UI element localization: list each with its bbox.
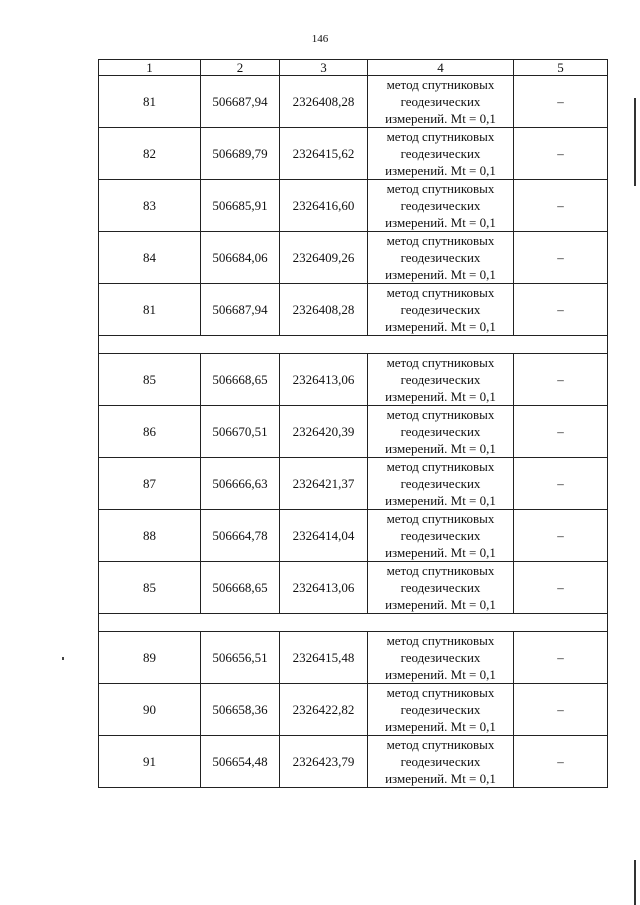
cell-note: – [514, 632, 608, 684]
column-header: 5 [514, 60, 608, 76]
cell-note: – [514, 128, 608, 180]
cell-method: метод спутниковых геодезических измерений. Mt = 0,1 [368, 76, 514, 128]
cell-point: 81 [99, 284, 201, 336]
column-header: 4 [368, 60, 514, 76]
cell-point: 83 [99, 180, 201, 232]
cell-point: 84 [99, 232, 201, 284]
cell-method: метод спутниковых геодезических измерений. Mt = 0,1 [368, 736, 514, 788]
cell-note: – [514, 354, 608, 406]
cell-x: 506689,79 [201, 128, 280, 180]
cell-point: 85 [99, 354, 201, 406]
cell-y: 2326415,62 [280, 128, 368, 180]
cell-point: 82 [99, 128, 201, 180]
cell-y: 2326408,28 [280, 284, 368, 336]
cell-x: 506687,94 [201, 76, 280, 128]
page-number: 146 [311, 33, 329, 45]
cell-x: 506654,48 [201, 736, 280, 788]
cell-point: 89 [99, 632, 201, 684]
table-header-row [99, 60, 608, 76]
cell-x: 506664,78 [201, 510, 280, 562]
cell-x: 506684,06 [201, 232, 280, 284]
cell-y: 2326413,06 [280, 354, 368, 406]
cell-method: метод спутниковых геодезических измерений. Mt = 0,1 [368, 684, 514, 736]
cell-method: метод спутниковых геодезических измерений. Mt = 0,1 [368, 354, 514, 406]
table-row [99, 736, 608, 788]
cell-method: метод спутниковых геодезических измерений. Mt = 0,1 [368, 510, 514, 562]
cell-point: 88 [99, 510, 201, 562]
cell-y: 2326408,28 [280, 76, 368, 128]
cell-y: 2326420,39 [280, 406, 368, 458]
cell-x: 506685,91 [201, 180, 280, 232]
cell-x: 506668,65 [201, 354, 280, 406]
cell-point: 91 [99, 736, 201, 788]
cell-point: 90 [99, 684, 201, 736]
column-header: 1 [99, 60, 201, 76]
cell-note: – [514, 684, 608, 736]
cell-y: 2326422,82 [280, 684, 368, 736]
group-separator-row [99, 336, 608, 354]
table-row [99, 76, 608, 128]
cell-x: 506656,51 [201, 632, 280, 684]
coordinates-table [98, 59, 608, 788]
cell-y: 2326423,79 [280, 736, 368, 788]
cell-method: метод спутниковых геодезических измерений. Mt = 0,1 [368, 632, 514, 684]
cell-x: 506666,63 [201, 458, 280, 510]
cell-point: 86 [99, 406, 201, 458]
cell-note: – [514, 232, 608, 284]
cell-point: 85 [99, 562, 201, 614]
cell-method: метод спутниковых геодезических измерений. Mt = 0,1 [368, 406, 514, 458]
table-row [99, 510, 608, 562]
cell-x: 506670,51 [201, 406, 280, 458]
cell-note: – [514, 562, 608, 614]
cell-x: 506687,94 [201, 284, 280, 336]
scan-edge-mark [634, 860, 636, 905]
table-row [99, 180, 608, 232]
cell-point: 87 [99, 458, 201, 510]
cell-note: – [514, 180, 608, 232]
table-row [99, 562, 608, 614]
table-row [99, 406, 608, 458]
cell-note: – [514, 76, 608, 128]
cell-method: метод спутниковых геодезических измерений. Mt = 0,1 [368, 284, 514, 336]
scan-speck [62, 657, 64, 660]
table-body [99, 76, 608, 788]
table-row [99, 684, 608, 736]
group-separator-cell [99, 336, 608, 354]
cell-x: 506668,65 [201, 562, 280, 614]
cell-note: – [514, 736, 608, 788]
cell-method: метод спутниковых геодезических измерений. Mt = 0,1 [368, 128, 514, 180]
cell-note: – [514, 406, 608, 458]
cell-note: – [514, 510, 608, 562]
cell-x: 506658,36 [201, 684, 280, 736]
cell-note: – [514, 458, 608, 510]
cell-y: 2326416,60 [280, 180, 368, 232]
group-separator-row [99, 614, 608, 632]
table-row [99, 354, 608, 406]
cell-y: 2326415,48 [280, 632, 368, 684]
table-row [99, 284, 608, 336]
cell-y: 2326413,06 [280, 562, 368, 614]
cell-note: – [514, 284, 608, 336]
cell-y: 2326421,37 [280, 458, 368, 510]
table-row [99, 458, 608, 510]
column-header: 3 [280, 60, 368, 76]
cell-method: метод спутниковых геодезических измерений. Mt = 0,1 [368, 180, 514, 232]
cell-point: 81 [99, 76, 201, 128]
cell-method: метод спутниковых геодезических измерений. Mt = 0,1 [368, 562, 514, 614]
column-header: 2 [201, 60, 280, 76]
cell-method: метод спутниковых геодезических измерений. Mt = 0,1 [368, 458, 514, 510]
table-row [99, 128, 608, 180]
scan-edge-mark [634, 98, 636, 186]
table-row [99, 632, 608, 684]
cell-y: 2326414,04 [280, 510, 368, 562]
group-separator-cell [99, 614, 608, 632]
table-row [99, 232, 608, 284]
cell-method: метод спутниковых геодезических измерений. Mt = 0,1 [368, 232, 514, 284]
cell-y: 2326409,26 [280, 232, 368, 284]
